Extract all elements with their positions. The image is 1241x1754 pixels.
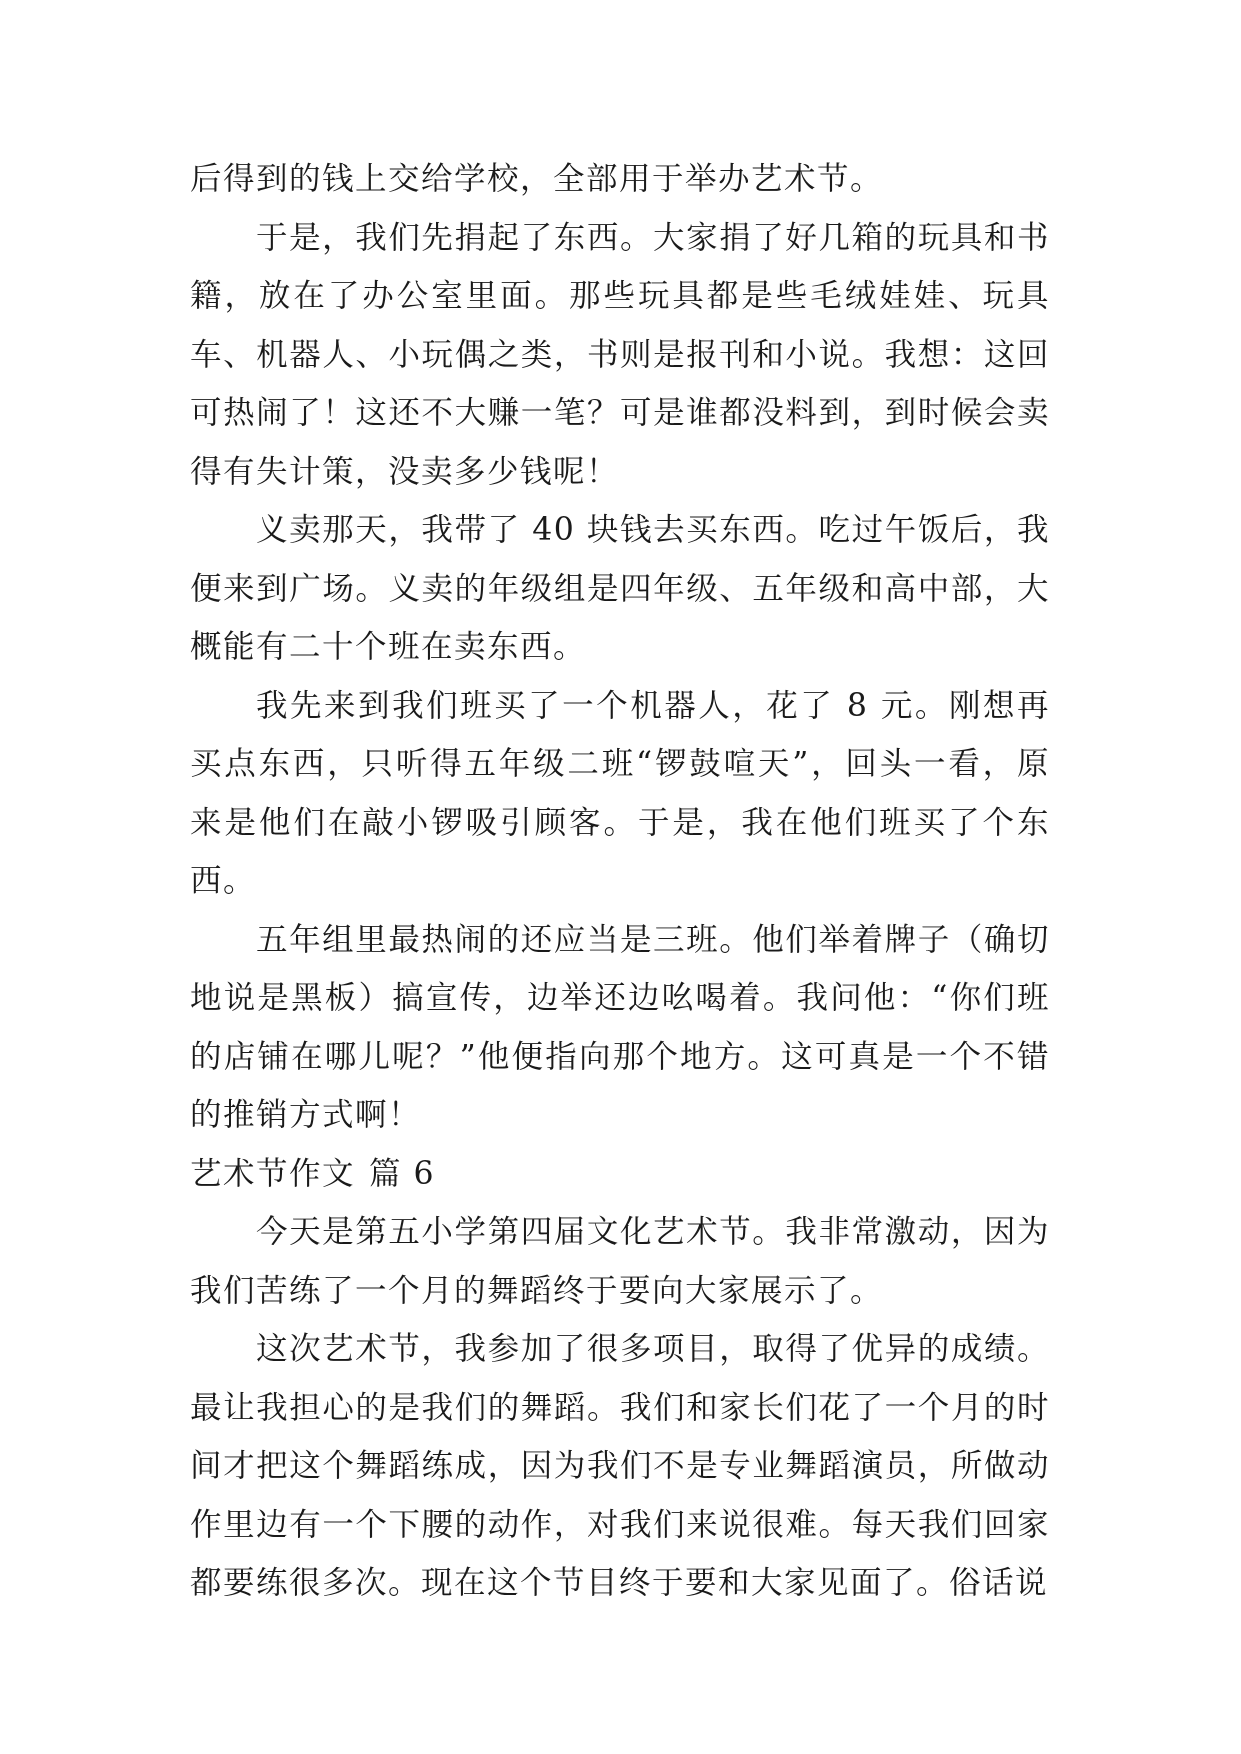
document-body <box>190 150 1050 1613</box>
paragraph: 于是，我们先捐起了东西。大家捐了好几箱的玩具和书籍，放在了办公室里面。那些玩具都是些毛绒娃娃、玩具车、机器人、小玩偶之类，书则是报刊和小说。我想：这回可热闹了！这还不大赚一笔？可是谁都没料到，到时候会卖得有失计策，没卖多少钱呢！ <box>190 219 1050 490</box>
section-heading-number: 篇 6 <box>369 1155 436 1192</box>
paragraph: 这次艺术节，我参加了很多项目，取得了优异的成绩。最让我担心的是我们的舞蹈。我们和家长们花了一个月的时间才把这个舞蹈练成，因为我们不是专业舞蹈演员，所做动作里边有一个下腰的动作，对我们来说很难。每天我们回家都要练很多次。现在这个节目终于要和大家见面了。俗话说 <box>190 1331 1050 1601</box>
paragraph: 我先来到我们班买了一个机器人，花了 8 元。刚想再买点东西，只听得五年级二班“锣鼓喧天”，回头一看，原来是他们在敲小锣吸引顾客。于是，我在他们班买了个东西。 <box>190 687 1050 899</box>
paragraph: 今天是第五小学第四届文化艺术节。我非常激动，因为我们苦练了一个月的舞蹈终于要向大家展示了。 <box>190 1214 1050 1309</box>
paragraph: 义卖那天，我带了 40 块钱去买东西。吃过午饭后，我便来到广场。义卖的年级组是四年级、五年级和高中部，大概能有二十个班在卖东西。 <box>190 512 1050 665</box>
section-heading-title: 艺术节作文 <box>190 1155 356 1192</box>
section-heading <box>190 1145 1050 1204</box>
paragraph: 五年组里最热闹的还应当是三班。他们举着牌子（确切地说是黑板）搞宣传，边举还边吆喝着。我问他：“你们班的店铺在哪儿呢？”他便指向那个地方。这可真是一个不错的推销方式啊！ <box>190 921 1050 1133</box>
paragraph: 后得到的钱上交给学校，全部用于举办艺术节。 <box>190 161 884 197</box>
